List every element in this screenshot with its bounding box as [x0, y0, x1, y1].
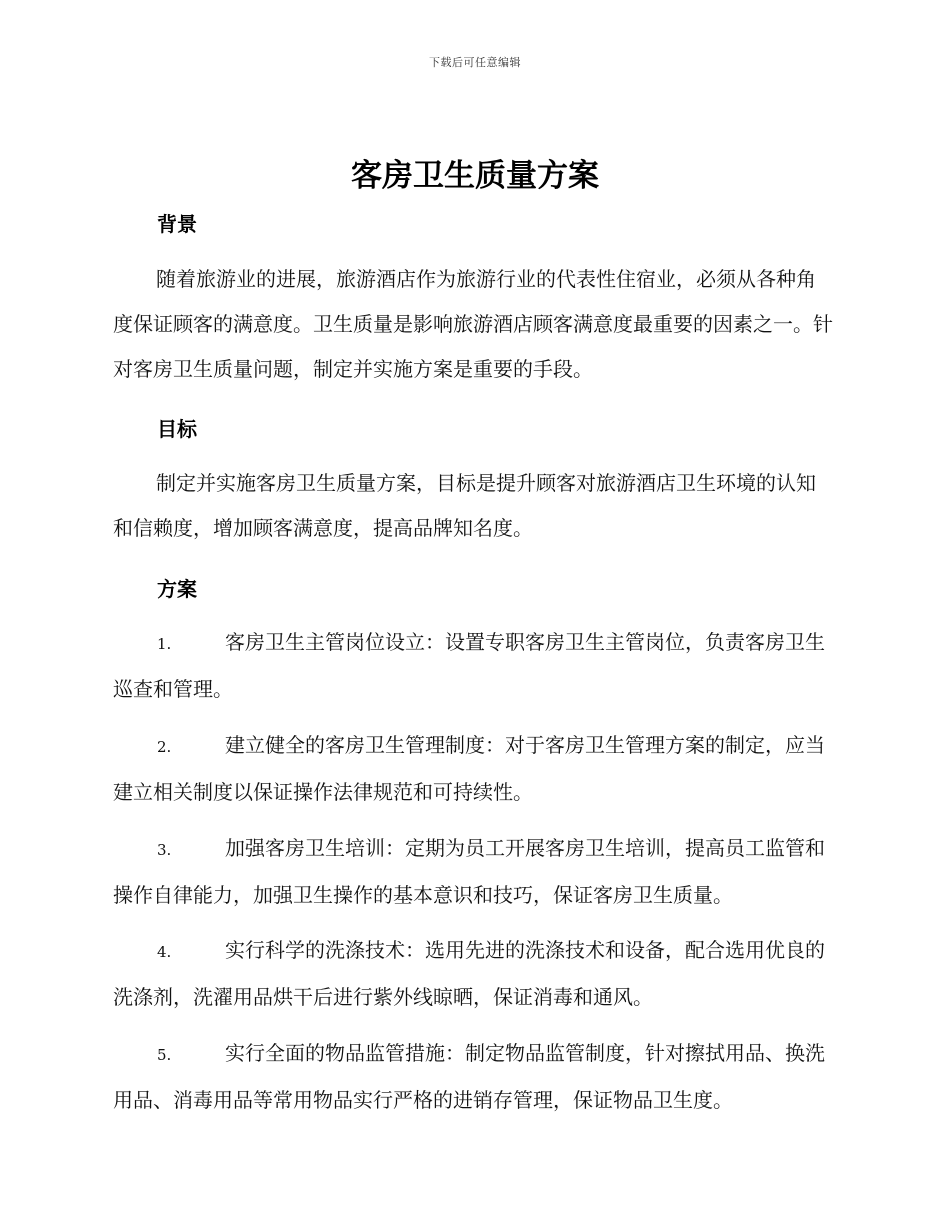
list-item-number: 3. [157, 841, 172, 859]
header-note: 下载后可任意编辑 [429, 56, 521, 69]
paragraph-background: 随着旅游业的进展，旅游酒店作为旅游行业的代表性住宿业，必须从各种角度保证顾客的满意度。卫生质量是影响旅游酒店顾客满意度最重要的因素之一。针对客房卫生质量问题，制定并实施方案是重要的手段。 [113, 267, 833, 381]
list-item [113, 1031, 835, 1123]
list-item [113, 620, 835, 712]
list-item-text: 实行全面的物品监管措施：制定物品监管制度，针对擦拭用品、换洗用品、消毒用品等常用物品实行严格的进销存管理，保证物品卫生度。 [113, 1041, 825, 1112]
list-item-text: 实行科学的洗涤技术：选用先进的洗涤技术和设备，配合选用优良的洗涤剂，洗濯用品烘干后进行紫外线晾晒，保证消毒和通风。 [113, 938, 825, 1009]
list-item-number: 4. [157, 943, 172, 961]
list-item [113, 928, 835, 1020]
list-item [113, 826, 835, 918]
paragraph-goal: 制定并实施客房卫生质量方案，目标是提升顾客对旅游酒店卫生环境的认知和信赖度，增加顾客满意度，提高品牌知名度。 [113, 471, 816, 540]
document-title: 客房卫生质量方案 [351, 158, 599, 194]
list-item-number: 1. [157, 635, 172, 653]
list-item-text: 加强客房卫生培训：定期为员工开展客房卫生培训，提高员工监管和操作自律能力，加强卫生操作的基本意识和技巧，保证客房卫生质量。 [113, 836, 825, 907]
list-item-number: 2. [157, 738, 172, 756]
list-item-text: 客房卫生主管岗位设立：设置专职客房卫生主管岗位，负责客房卫生巡查和管理。 [113, 630, 825, 701]
list-item-text: 建立健全的客房卫生管理制度：对于客房卫生管理方案的制定，应当建立相关制度以保证操作法律规范和可持续性。 [113, 733, 825, 804]
section-heading-background: 背景 [157, 212, 197, 236]
list-item-number: 5. [157, 1046, 172, 1064]
list-item [113, 723, 835, 815]
section-heading-goal: 目标 [157, 417, 197, 441]
section-heading-plan: 方案 [157, 577, 197, 601]
